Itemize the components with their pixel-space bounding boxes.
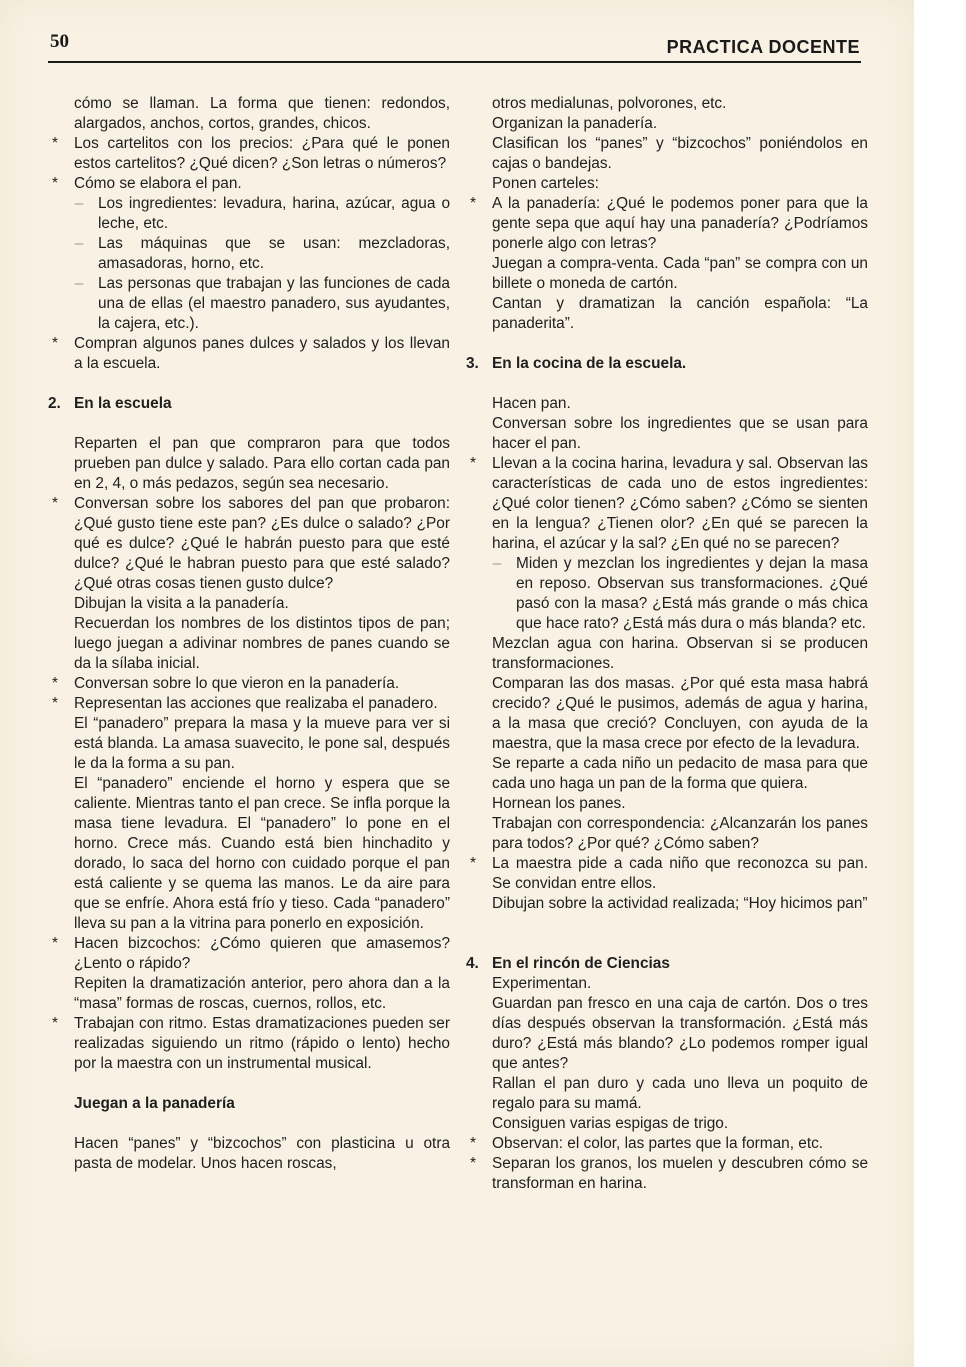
paragraph-text: Llevan a la cocina harina, levadura y sal. Observan las características de cada uno de estos ingredientes: ¿Qué color tienen? ¿Cómo saben? ¿Cómo se sienten en la lengua? ¿Tienen olor? ¿En qué se parecen la harina, el azúcar y la sal? ¿En qué no se parecen? bbox=[492, 455, 868, 552]
paragraph bbox=[466, 254, 868, 294]
paragraph-text: Las máquinas que se usan: mezcladoras, amasadoras, horno, etc. bbox=[98, 235, 450, 272]
page-number: 50 bbox=[50, 31, 69, 52]
paragraph-text: Recuerdan los nombres de los distintos tipos de pan; luego juegan a adivinar nombres de panes cuando se da la sílaba inicial. bbox=[74, 615, 450, 672]
paragraph bbox=[48, 434, 450, 494]
list-item bbox=[466, 194, 868, 254]
spacer bbox=[48, 1114, 450, 1134]
paragraph bbox=[466, 394, 868, 414]
paragraph-text: Clasifican los “panes” y “bizcochos” poniéndolos en cajas o bandejas. bbox=[492, 135, 868, 172]
section-heading bbox=[48, 1094, 450, 1114]
list-item bbox=[48, 694, 450, 714]
list-item bbox=[466, 1134, 868, 1154]
asterisk-bullet: * bbox=[470, 1155, 476, 1172]
section-heading bbox=[466, 954, 868, 974]
list-item bbox=[48, 234, 450, 274]
section-heading bbox=[466, 354, 868, 374]
asterisk-bullet: * bbox=[52, 335, 58, 352]
dash-bullet: – bbox=[74, 275, 84, 292]
paragraph bbox=[466, 974, 868, 994]
paragraph-text: La maestra pide a cada niño que reconozca su pan. Se convidan entre ellos. bbox=[492, 855, 868, 892]
list-item bbox=[48, 1014, 450, 1074]
spacer bbox=[466, 374, 868, 394]
left-column bbox=[48, 94, 450, 1174]
paragraph-text: Hornean los panes. bbox=[492, 795, 626, 812]
paragraph-text: Trabajan con correspondencia: ¿Alcanzarán los panes para todos? ¿Por qué? ¿Cómo saben? bbox=[492, 815, 868, 852]
paragraph-text: otros medialunas, polvorones, etc. bbox=[492, 95, 727, 112]
section-number: 2. bbox=[48, 395, 61, 412]
paragraph-text: Miden y mezclan los ingredientes y dejan la masa en reposo. Observan sus transformaciones. ¿Qué pasó con la masa? ¿Está más grande o más chica que hace rato? ¿Está más dura o más blanda? etc. bbox=[516, 555, 868, 632]
paragraph-text: Reparten el pan que compraron para que todos prueben pan dulce y salado. Para ello cortan cada pan en 2, 4, o más pedazos, según sea necesario. bbox=[74, 435, 450, 492]
spacer bbox=[48, 374, 450, 394]
paragraph bbox=[48, 614, 450, 674]
section-heading-text: En el rincón de Ciencias bbox=[492, 955, 670, 972]
spacer bbox=[466, 334, 868, 354]
spacer bbox=[466, 934, 868, 954]
paragraph-text: Experimentan. bbox=[492, 975, 592, 992]
paragraph bbox=[48, 94, 450, 134]
running-header: PRACTICA DOCENTE bbox=[666, 37, 860, 57]
paragraph-text: Cantan y dramatizan la canción española: “La panaderita”. bbox=[492, 295, 868, 332]
list-item bbox=[466, 1154, 868, 1194]
paragraph-text: cómo se llaman. La forma que tienen: redondos, alargados, anchos, cortos, grandes, chicos. bbox=[74, 95, 450, 132]
right-column bbox=[466, 94, 868, 1194]
paragraph-text: Representan las acciones que realizaba el panadero. bbox=[74, 695, 438, 712]
paragraph-text: Hacen bizcochos: ¿Cómo quieren que amasemos? ¿Lento o rápido? bbox=[74, 935, 450, 972]
list-item bbox=[48, 134, 450, 174]
paragraph-text: Los ingredientes: levadura, harina, azúcar, agua o leche, etc. bbox=[98, 195, 450, 232]
paragraph-text: Se reparte a cada niño un pedacito de masa para que cada uno haga un pan de la forma que quiera. bbox=[492, 755, 868, 792]
spacer bbox=[48, 1074, 450, 1094]
paragraph bbox=[48, 1134, 450, 1174]
asterisk-bullet: * bbox=[52, 695, 58, 712]
asterisk-bullet: * bbox=[52, 495, 58, 512]
list-item bbox=[466, 554, 868, 634]
paragraph bbox=[466, 754, 868, 794]
dash-bullet: – bbox=[492, 555, 502, 572]
paragraph-text: Mezclan agua con harina. Observan si se producen transformaciones. bbox=[492, 635, 868, 672]
paragraph-text: Conversan sobre los ingredientes que se usan para hacer el pan. bbox=[492, 415, 868, 452]
paragraph-text: Separan los granos, los muelen y descubren cómo se transforman en harina. bbox=[492, 1155, 868, 1192]
list-item bbox=[48, 274, 450, 334]
paragraph bbox=[466, 134, 868, 174]
asterisk-bullet: * bbox=[52, 135, 58, 152]
paragraph bbox=[466, 94, 868, 114]
list-item bbox=[48, 674, 450, 694]
paragraph-text: El “panadero” enciende el horno y espera que se caliente. Mientras tanto el pan crece. Se infla porque la masa tiene levadura. El “panadero” lo pone en el horno. Crece más. Cuando está bien hinchadito y dorado, lo saca del horno con cuidado porque el pan está caliente y se quema las manos. Le da aire para que se enfríe. Ahora está frío y tieso. Cada “panadero” lleva su pan a la vitrina para ponerlo en exposición. bbox=[74, 775, 450, 932]
paragraph-text: Ponen carteles: bbox=[492, 175, 599, 192]
section-heading-text: Juegan a la panadería bbox=[74, 1095, 235, 1112]
paragraph-text: A la panadería: ¿Qué le podemos poner para que la gente sepa que aquí hay una panadería? ¿Podríamos ponerle algo con letras? bbox=[492, 195, 868, 252]
paragraph bbox=[466, 814, 868, 854]
list-item bbox=[466, 454, 868, 554]
paragraph-text: Trabajan con ritmo. Estas dramatizaciones pueden ser realizadas siguiendo un ritmo (rápido o lento) hecho por la maestra con un instrumental musical. bbox=[74, 1015, 450, 1072]
paragraph-text: Comparan las dos masas. ¿Por qué esta masa habrá crecido? ¿Qué le pusimos, además de agua y harina, a la masa que creció? Concluyen, con ayuda de la maestra, que la masa crece por efecto de la levadura. bbox=[492, 675, 868, 752]
paragraph-text: Hacen “panes” y “bizcochos” con plasticina u otra pasta de modelar. Unos hacen roscas, bbox=[74, 1135, 450, 1172]
paragraph bbox=[48, 714, 450, 774]
paragraph-text: Las personas que trabajan y las funciones de cada una de ellas (el maestro panadero, sus ayudantes, la cajera, etc.). bbox=[98, 275, 450, 332]
dash-bullet: – bbox=[74, 235, 84, 252]
paragraph bbox=[466, 1074, 868, 1114]
paragraph-text: Consiguen varias espigas de trigo. bbox=[492, 1115, 729, 1132]
asterisk-bullet: * bbox=[470, 1135, 476, 1152]
paragraph-text: Observan: el color, las partes que la forman, etc. bbox=[492, 1135, 824, 1152]
dash-bullet: – bbox=[74, 195, 84, 212]
paragraph bbox=[466, 994, 868, 1074]
list-item bbox=[48, 334, 450, 374]
section-number: 4. bbox=[466, 955, 479, 972]
list-item bbox=[48, 194, 450, 234]
paragraph bbox=[466, 1114, 868, 1134]
list-item bbox=[48, 174, 450, 194]
paragraph bbox=[466, 674, 868, 754]
list-item bbox=[48, 934, 450, 974]
list-item bbox=[48, 494, 450, 594]
paragraph-text: Dibujan sobre la actividad realizada; “Hoy hicimos pan” bbox=[492, 895, 868, 912]
paragraph bbox=[466, 634, 868, 674]
paragraph-text: Cómo se elabora el pan. bbox=[74, 175, 242, 192]
paragraph-text: El “panadero” prepara la masa y la mueve para ver si está blanda. La amasa suavecito, le pone sal, después le da la forma a su pan. bbox=[74, 715, 450, 772]
list-item bbox=[466, 854, 868, 894]
paragraph-text: Rallan el pan duro y cada uno lleva un poquito de regalo para su mamá. bbox=[492, 1075, 868, 1112]
paragraph bbox=[466, 174, 868, 194]
spacer bbox=[48, 414, 450, 434]
asterisk-bullet: * bbox=[52, 675, 58, 692]
paragraph-text: Guardan pan fresco en una caja de cartón. Dos o tres días después observan la transformación. ¿Está más duro? ¿Está más blando? ¿Lo podemos romper igual que antes? bbox=[492, 995, 868, 1072]
section-heading bbox=[48, 394, 450, 414]
asterisk-bullet: * bbox=[52, 935, 58, 952]
paragraph bbox=[466, 114, 868, 134]
paragraph bbox=[48, 974, 450, 1014]
header-rule bbox=[48, 61, 861, 63]
asterisk-bullet: * bbox=[52, 175, 58, 192]
asterisk-bullet: * bbox=[470, 195, 476, 212]
paragraph bbox=[48, 594, 450, 614]
paragraph-text: Organizan la panadería. bbox=[492, 115, 658, 132]
paragraph-text: Juegan a compra-venta. Cada “pan” se compra con un billete o moneda de cartón. bbox=[492, 255, 868, 292]
paragraph-text: Conversan sobre los sabores del pan que probaron: ¿Qué gusto tiene este pan? ¿Es dulce o salado? ¿Por qué es dulce? ¿Qué le habrán puesto para que esté dulce? ¿Qué le habran puesto para que esté salado? ¿Qué otras cosas tienen gusto dulce? bbox=[74, 495, 450, 592]
asterisk-bullet: * bbox=[470, 855, 476, 872]
paragraph-text: Los cartelitos con los precios: ¿Para qué le ponen estos cartelitos? ¿Qué dicen? ¿Son letras o números? bbox=[74, 135, 450, 172]
paragraph-text: Dibujan la visita a la panadería. bbox=[74, 595, 289, 612]
section-heading-text: En la escuela bbox=[74, 395, 172, 412]
paragraph-text: Repiten la dramatización anterior, pero ahora dan a la “masa” formas de roscas, cuernos, rollos, etc. bbox=[74, 975, 450, 1012]
paragraph bbox=[48, 774, 450, 934]
section-number: 3. bbox=[466, 355, 479, 372]
paragraph-text: Conversan sobre lo que vieron en la panadería. bbox=[74, 675, 400, 692]
paragraph bbox=[466, 414, 868, 454]
asterisk-bullet: * bbox=[470, 455, 476, 472]
paragraph bbox=[466, 794, 868, 814]
section-heading-text: En la cocina de la escuela. bbox=[492, 355, 687, 372]
asterisk-bullet: * bbox=[52, 1015, 58, 1032]
paragraph-text: Hacen pan. bbox=[492, 395, 571, 412]
paragraph-text: Compran algunos panes dulces y salados y los llevan a la escuela. bbox=[74, 335, 450, 372]
paragraph bbox=[466, 294, 868, 334]
spacer bbox=[466, 914, 868, 934]
paragraph bbox=[466, 894, 868, 914]
